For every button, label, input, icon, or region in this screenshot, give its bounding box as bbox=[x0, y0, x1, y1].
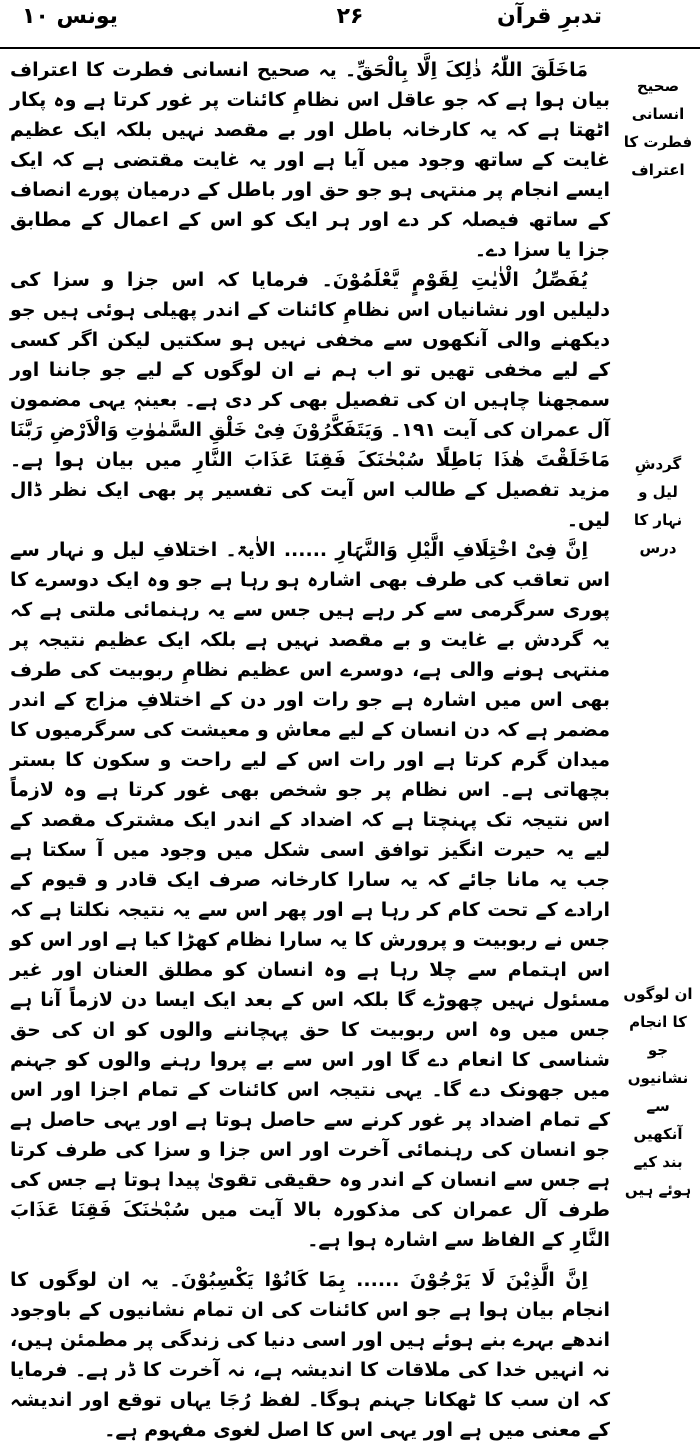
page-header bbox=[0, 0, 700, 48]
margin-note: ان لوگوں کا انجام جو نشانیوں سے آنکھیں بند کیے ہوئے ہیں bbox=[623, 985, 693, 1199]
surah-name: یونس ۱۰ bbox=[22, 4, 118, 29]
book-title: تدبرِ قرآن bbox=[497, 4, 602, 29]
paragraph: اِنَّ الَّذِیْنَ لَا یَرْجُوْنَ ...... بِمَا کَانُوْا یَکْسِبُوْنَ۔ یہ ان لوگوں کا انجام بیان ہوا ہے جو اس کائنات کی ان تمام نشانیوں کے باوجود اندھے بہرے بنے ہوئے ہیں اور اسی دنیا کی زندگی پر مطمئن ہیں، نہ انہیں خدا کی ملاقات کا اندیشہ ہے، نہ آخرت کا ڈر ہے۔ فرمایا کہ ان سب کا ٹھکانا جہنم ہوگا۔ لفظ رُجَا یہاں توقع اور اندیشہ کے معنی میں ہے اور یہی اس کا اصل لغوی مفہوم ہے۔ bbox=[10, 1269, 610, 1441]
page-number: ۲۶ bbox=[336, 4, 364, 29]
margin-note: صحیح انسانی فطرت کا اعتراف bbox=[623, 77, 693, 179]
header-rule bbox=[0, 47, 700, 49]
main-text bbox=[10, 55, 610, 1441]
margin-note: گردشِ لیل و نہار کا درس bbox=[633, 455, 683, 557]
paragraph-gap bbox=[10, 1255, 610, 1265]
paragraph: مَاخَلَقَ اللّٰہُ ذٰلِکَ اِلَّا بِالْحَقِّ۔ یہ صحیح انسانی فطرت کا اعتراف بیان ہوا ہے کہ جو عاقل اس نظامِ کائنات پر غور کرتا ہے وہ پکار اٹھتا ہے کہ یہ کارخانہ باطل اور بے مقصد نہیں بلکہ ایک عظیم غایت کے ساتھ وجود میں آیا ہے اور یہ غایت مقتضی ہے کہ ایک ایسے انجام پر منتہی ہو جو حق اور باطل کے درمیان پورے انصاف کے ساتھ فیصلہ کر دے اور ہر ایک کو اس کے اعمال کے مطابق جزا یا سزا دے۔ bbox=[10, 59, 610, 261]
paragraph: یُفَصِّلُ الْاٰیٰتِ لِقَوْمٍ یَّعْلَمُوْنَ۔ فرمایا کہ اس جزا و سزا کی دلیلیں اور نشانیاں اس نظامِ کائنات کے اندر پھیلی ہوئی ہیں جو دیکھنے والی آنکھوں سے مخفی نہیں ہو سکتیں لیکن اگر کسی کے لیے مخفی تھیں تو اب ہم نے ان لوگوں کے لیے جو جاننا اور سمجھنا چاہیں ان کی تفصیل بھی کر دی ہے۔ بعینہٖ یہی مضمون آل عمران کی آیت ۱۹۱۔ وَیَتَفَکَّرُوْنَ فِیْ خَلْقِ السَّمٰوٰتِ وَالْاَرْضِ رَبَّنَا مَاخَلَقْتَ ھٰذَا بَاطِلًا سُبْحٰنَکَ فَقِنَا عَذَابَ النَّارِ میں بیان ہوا ہے۔ مزید تفصیل کے طالب اس آیت کی تفسیر پر بھی ایک نظر ڈال لیں۔ bbox=[10, 269, 610, 531]
paragraph: اِنَّ فِیْ اخْتِلَافِ الَّیْلِ وَالنَّہَارِ ...... الاٰیۃ۔ اختلافِ لیل و نہار سے اس تعاقب کی طرف بھی اشارہ ہو رہا ہے جو وہ ایک دوسرے کا پوری سرگرمی سے کر رہے ہیں جس سے یہ رہنمائی ملتی ہے کہ یہ گردش بے غایت و بے مقصد نہیں ہے بلکہ ایک عظیم نتیجہ پر منتہی ہونے والی ہے، دوسرے اس عظیم نظامِ ربوبیت کی طرف بھی اس میں اشارہ ہے جو رات اور دن کے اختلافِ مزاج کے اندر مضمر ہے کہ دن انسان کے لیے معاش و معیشت کی سرگرمیوں کا میدان گرم کرتا ہے اور رات اس کے لیے راحت و سکون کا بستر بچھاتی ہے۔ اس نظام پر جو شخص بھی غور کرتا ہے وہ لازماً اس نتیجہ تک پہنچتا ہے کہ اضداد کے اندر ایک مشترک مقصد کے لیے یہ حیرت انگیز توافق اسی شکل میں وجود میں آ سکتا ہے جب یہ مانا جائے کہ یہ سارا کارخانہ صرف ایک قادر و قیوم کے ارادے کے تحت کام کر رہا ہے اور پھر اس سے یہ نتیجہ نکلتا ہے کہ جس نے ربوبیت و پرورش کا یہ سارا نظام کھڑا کیا ہے اور اس کو اس اہتمام سے چلا رہا ہے وہ انسان کو مطلق العنان اور غیر مسئول نہیں چھوڑے گا بلکہ اس کے بعد ایک ایسا دن لازماً آنا ہے جس میں وہ اس ربوبیت کا حق پہچاننے والوں کو ان کی حق شناسی کا انعام دے گا اور اس سے بے پروا رہنے والوں کو جہنم میں جھونک دے گا۔ یہی نتیجہ اس کائنات کے تمام اجزا اور اس کے تمام اضداد پر غور کرنے سے حاصل ہوتا ہے اور یہی حاصل ہے جو انسان کی رہنمائی آخرت اور اس جزا و سزا کی طرف کرتا ہے جس سے انسان کے اندر وہ حقیقی تقویٰ پیدا ہوتا ہے جس کی طرف آل عمران کی مذکورہ بالا آیت میں سُبْحٰنَکَ فَقِنَا عَذَابَ النَّارِ کے الفاظ سے اشارہ ہوا ہے۔ bbox=[10, 539, 610, 1251]
